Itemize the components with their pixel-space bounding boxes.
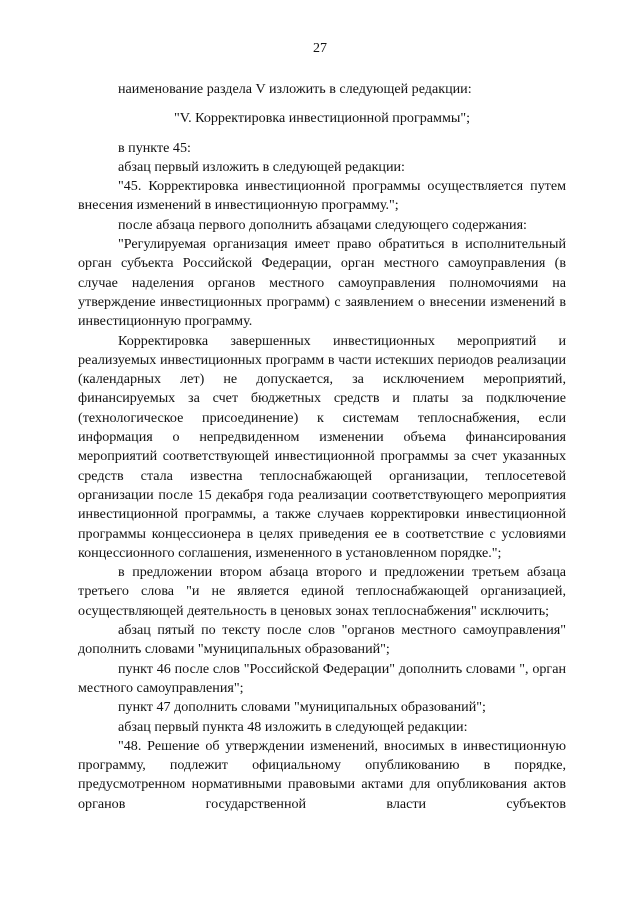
paragraph: после абзаца первого дополнить абзацами следующего содержания:	[118, 216, 527, 233]
paragraph: в предложении втором абзаца второго и предложении третьем абзаца третьего слова "и не является единой теплоснабжающей организацией, осуществляющей деятельность в ценовых зонах теплоснабжения" исключить;	[78, 564, 566, 619]
document-body	[78, 80, 566, 814]
paragraph: абзац пятый по тексту после слов "органов местного самоуправления" дополнить словами "муниципальных образований";	[78, 622, 566, 658]
page-number: 27	[313, 41, 327, 56]
paragraph: "48. Решение об утверждении изменений, вносимых в инвестиционную программу, подлежит официальному опубликованию в порядке, предусмотренном нормативными правовыми актами для опубликования актов органов государственной власти субъектов	[78, 737, 566, 812]
paragraph: Корректировка завершенных инвестиционных мероприятий и реализуемых инвестиционных программ в части истекших периодов реализации (календарных лет) не допускается, за исключением мероприятий, финансируемых за счет бюджетных средств и платы за подключение (технологическое присоединение) к системам теплоснабжения, если информация о непредвиденном изменении объема финансирования мероприятий соответствующей инвестиционной программы за счет указанных средств стала известна теплоснабжающей организации, теплосетевой организации после 15 декабря года реализации соответствующего мероприятия инвестиционной программы, а также случаев корректировки инвестиционной программы концессионера в целях приведения ее в соответствие с условиями концессионного соглашения, измененного в установленном порядке.";	[78, 332, 566, 561]
paragraph: "45. Корректировка инвестиционной программы осуществляется путем внесения изменений в инвестиционную программу.";	[78, 178, 566, 214]
paragraph: наименование раздела V изложить в следующей редакции:	[118, 81, 472, 97]
section-heading-quote: "V. Корректировка инвестиционной программы";	[173, 110, 471, 127]
paragraph: абзац первый пункта 48 изложить в следующей редакции:	[118, 718, 468, 735]
paragraph: абзац первый изложить в следующей редакции:	[118, 158, 405, 175]
paragraph: в пункте 45:	[118, 139, 191, 156]
paragraph: пункт 46 после слов "Российской Федерации" дополнить словами ", орган местного самоуправления";	[78, 660, 566, 696]
paragraph: "Регулируемая организация имеет право обратиться в исполнительный орган субъекта Российской Федерации, орган местного самоуправления (в случае наделения органов местного самоуправления полномочиями на утверждение инвестиционных программ) с заявлением о внесении изменений в инвестиционную программу.	[78, 236, 566, 330]
paragraph: пункт 47 дополнить словами "муниципальных образований";	[118, 699, 486, 716]
